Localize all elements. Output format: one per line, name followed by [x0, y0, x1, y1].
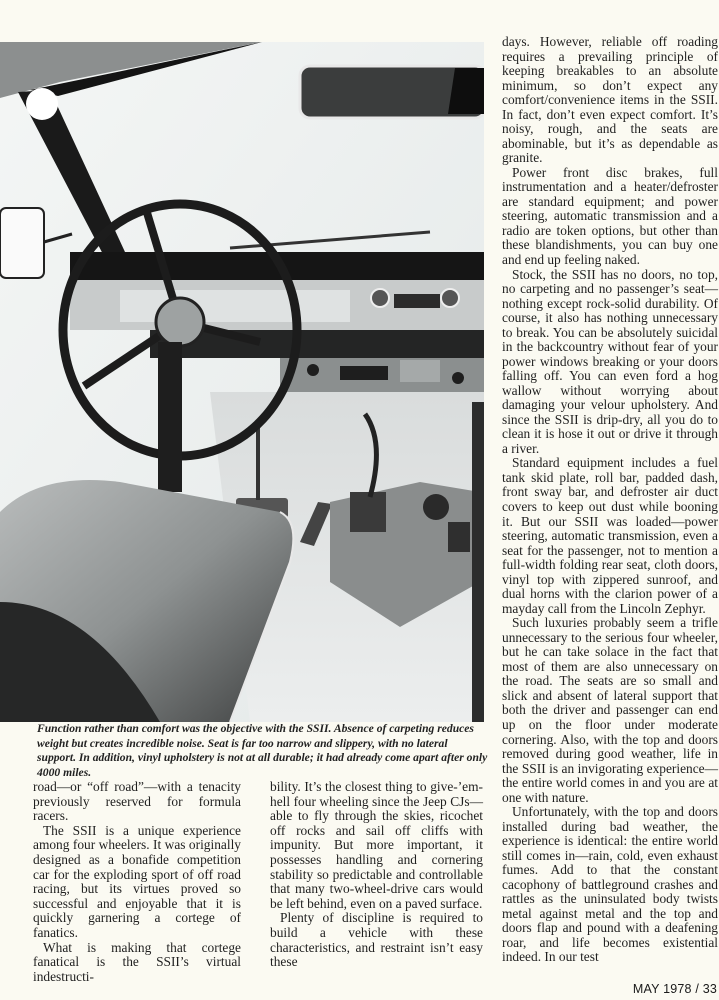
radio-knob — [371, 289, 389, 307]
radio-knob — [441, 289, 459, 307]
paragraph: days. However, reliable off roading requires a prevailing principle of keeping breakables to an absolute minimum, so don’t expect any comfort/convenience items in the SSII. In fact, don’t even expect comfort. It’s noisy, rough, and the seats are abominable, but it’s as dependable as granite. — [502, 34, 718, 166]
paragraph: The SSII is a unique experience among four wheelers. It was originally designed as a bonafide competition car for the exploding sport of off road racing, but its virtues proved so successful and enjoyable that it is quickly garnering a cortege of fanatics. — [33, 822, 241, 940]
side-mirror — [0, 208, 44, 278]
paragraph: bility. It’s the closest thing to give-’em-hell four wheeling since the Jeep CJs—able to fly through the skies, ricochet off rocks and sail off cliffs with impunity. But more important, it possesses handling and cornering stability so predictable and controllable that many two-wheel-drive cars would be left behind, even on a paved surface. — [270, 779, 483, 911]
article-column-middle — [270, 780, 483, 970]
page-folio: MAY 1978 / 33 — [632, 982, 717, 996]
article-column-left — [33, 780, 241, 984]
paragraph: What is making that cortege fanatical is the SSII’s virtual indestructi- — [33, 939, 241, 984]
paragraph: Standard equipment includes a fuel tank skid plate, roll bar, padded dash, front sway bar, and defroster air duct covers to keep out dust while booning it. But our SSII was loaded—power steering, automatic transmission, even a seat for the passenger, not to mention a full-width folding rear seat, cloth doors, vinyl top with zippered sunroof, and dual horns with the clarion power of a mayday call from the Lincoln Zephyr. — [502, 455, 718, 616]
paragraph: road—or “off road”—with a tenacity previously reserved for formula racers. — [33, 779, 241, 824]
pillar-light — [26, 88, 58, 120]
article-column-right — [502, 35, 718, 965]
steering-column — [158, 342, 182, 492]
paragraph: Unfortunately, with the top and doors installed during bad weather, the experience is identical: the entire world still comes in—rain, cold, even exhaust fumes. Add to that the constant cacophony of battleground crashes and rattles as the uninsulated body twists metal against metal and the top and doors flap and pound with a deafening roar, and life becomes existential indeed. In our test — [502, 804, 718, 965]
horn-button — [156, 298, 204, 346]
paragraph: Plenty of discipline is required to build a vehicle with these characteristics, and restraint isn’t easy these — [270, 910, 483, 970]
cockpit-photo — [0, 42, 484, 722]
paragraph: Such luxuries probably seem a trifle unnecessary to the serious four wheeler, but he can take solace in the fact that most of them are also unnecessary on the road. The seats are so small and slick and absent of lateral support that both the driver and passenger can end up on the floor under moderate cornering. Also, with the top and doors removed during good weather, life in the SSII is an invigorating experience—the entire world comes in and you are at one with nature. — [502, 615, 718, 805]
photo-caption: Function rather than comfort was the objective with the SSII. Absence of carpeting reduces weight but creates incredible noise. Seat is far too narrow and slippery, with no lateral support. In addition, vinyl upholstery is not at all durable; it had already come apart after only 4000 miles. — [37, 722, 488, 779]
cockpit-illustration — [0, 42, 484, 722]
transfer-case-knob — [423, 494, 449, 520]
paragraph: Stock, the SSII has no doors, no top, no carpeting and no passenger’s seat—nothing except rock-solid durability. Of course, it also has nothing unnecessary to break. You can be absolutely suicidal in the backcountry without fear of your power windows breaking or your doors falling off. You can even ford a hog wallow without worrying about damaging your velour upholstery. And since the SSII is drip-dry, all you do to clean it is hose it out or drive it through a river. — [502, 266, 718, 456]
paragraph: Power front disc brakes, full instrumentation and a heater/defroster are standard equipment; and power steering, automatic transmission and a radio are token options, but other than these blandishments, you can buy one and end up feeling naked. — [502, 164, 718, 267]
radio-buttons — [394, 294, 440, 308]
